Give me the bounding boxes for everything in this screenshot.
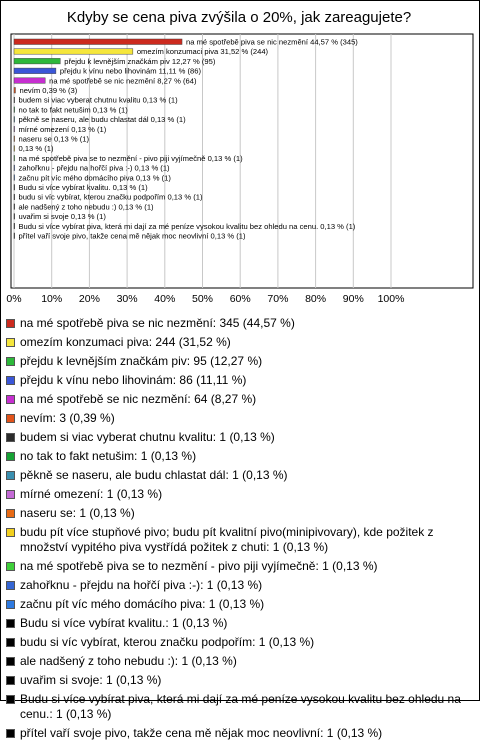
bar [14, 117, 15, 123]
bar [14, 194, 15, 200]
legend-item [6, 559, 474, 574]
bar-label: na mé spotřebě se nic nezmění 8,27 % (64) [49, 76, 197, 86]
legend-item [6, 411, 474, 426]
bar-label: Budu si více vybírat kvalitu. 0,13 % (1) [18, 183, 148, 192]
legend-item [6, 597, 474, 612]
bar-label: 0,13 % (1) [18, 144, 54, 154]
legend-label: přítel vaří svoje pivo, takže cena mě nějak moc neovlivní: 1 (0,13 %) [20, 726, 383, 740]
legend-swatch [6, 471, 15, 480]
legend-item [6, 373, 474, 388]
bar-label: přejdu k vínu nebo lihovinám 11,11 % (86) [59, 66, 202, 76]
bar-label: omezím konzumaci piva 31,52 % (244) [136, 47, 269, 57]
legend-item [6, 692, 474, 722]
bar-label: zahořknu - přejdu na hořčí piva :-) 0,13 % (1) [18, 163, 170, 173]
legend-label: naseru se: 1 (0,13 %) [20, 506, 135, 520]
legend-label: přejdu k vínu nebo lihovinám: 86 (11,11 %) [20, 373, 247, 387]
bar [14, 126, 15, 132]
bar [14, 223, 15, 229]
legend-swatch [6, 395, 15, 404]
legend-swatch [6, 509, 15, 518]
bar [14, 39, 182, 45]
x-tick-label: 60% [229, 293, 251, 305]
legend-item [6, 578, 474, 593]
legend-label: na mé spotřebě se nic nezmění: 64 (8,27 %) [20, 392, 257, 406]
x-tick-label: 100% [377, 293, 405, 305]
legend-item [6, 635, 474, 650]
legend-label: omezím konzumaci piva: 244 (31,52 %) [20, 335, 231, 349]
x-tick-label: 70% [267, 293, 289, 305]
bar-label: začnu pít víc mého domácího piva 0,13 % (1) [18, 173, 171, 183]
x-tick-label: 50% [191, 293, 214, 305]
legend-item [6, 726, 474, 741]
legend-label: mírné omezení: 1 (0,13 %) [20, 487, 163, 501]
bar [14, 155, 15, 161]
x-tick-label: 40% [154, 293, 176, 305]
bar-label: nevím 0,39 % (3) [19, 86, 78, 95]
legend-item [6, 525, 474, 555]
bar-label: přejdu k levnějším značkám piv 12,27 % (95) [64, 56, 216, 66]
legend-item [6, 673, 474, 688]
legend-swatch [6, 338, 15, 347]
legend-item [6, 430, 474, 445]
bar-label: budu si víc vybírat, kterou značku podpořím 0,13 % (1) [18, 192, 203, 202]
legend-item [6, 449, 474, 464]
x-tick-label: 80% [305, 293, 327, 305]
bar [14, 78, 45, 84]
legend-label: pěkně se naseru, ale budu chlastat dál: 1 (0,13 %) [20, 468, 288, 482]
legend-label: Budu si více vybírat piva, která mi dají za mé peníze vysokou kvalitu bez ohledu na cenu.: 1 (0,13 %) [20, 692, 461, 721]
legend-item [6, 616, 474, 631]
bar-label: Budu si více vybírat piva, která mi dají za mé peníze vysokou kvalitu bez ohledu na cenu. 0,13 % (1) [18, 221, 356, 231]
bar [14, 49, 133, 55]
legend-label: budem si viac vyberat chutnu kvalitu: 1 (0,13 %) [20, 430, 275, 444]
legend-swatch [6, 562, 15, 571]
x-tick-label: 10% [41, 293, 63, 305]
legend-swatch [6, 676, 15, 685]
legend-item [6, 487, 474, 502]
bar-label: pěkně se naseru, ale budu chlastat dál 0,13 % (1) [18, 115, 186, 125]
legend-label: Budu si více vybírat kvalitu.: 1 (0,13 %) [20, 616, 228, 630]
bar [14, 185, 15, 191]
bar [14, 97, 15, 103]
bar-label: budem si viac vyberat chutnu kvalitu 0,13 % (1) [18, 95, 178, 105]
legend-label: budu pít více stupňové pivo; budu pít kvalitní pivo(minipivovary), kde požitek z množství vypitého piva vystřídá požitek z chuti: 1 (0,13 %) [20, 525, 434, 554]
legend-item [6, 392, 474, 407]
bar [14, 136, 15, 142]
bar-label: mírné omezení 0,13 % (1) [18, 124, 107, 134]
x-tick-label: 0% [6, 293, 22, 305]
legend-swatch [6, 619, 15, 628]
bar-label: na mé spotřebě piva se nic nezmění 44,57 % (345) [186, 37, 358, 47]
legend-swatch [6, 528, 15, 537]
legend-label: přejdu k levnějším značkám piv: 95 (12,27 %) [20, 354, 263, 368]
legend-item [6, 354, 474, 369]
legend-label: uvařim si svoje: 1 (0,13 %) [20, 673, 162, 687]
legend-label: budu si víc vybírat, kterou značku podpořím: 1 (0,13 %) [20, 635, 315, 649]
bar [14, 165, 15, 171]
legend-label: začnu pít víc mého domácího piva: 1 (0,13 %) [20, 597, 265, 611]
legend-swatch [6, 638, 15, 647]
bar-label: naseru se 0,13 % (1) [18, 134, 89, 144]
legend-swatch [6, 414, 15, 423]
bar-label: ale nadšený z toho nebudu :) 0,13 % (1) [18, 202, 154, 212]
bar [14, 88, 15, 94]
x-tick-label: 20% [78, 293, 100, 305]
bar [14, 214, 15, 220]
legend-swatch [6, 657, 15, 666]
bar-label: no tak to fakt netušim 0,13 % (1) [18, 105, 128, 115]
chart-title: Kdyby se cena piva zvýšila o 20%, jak zareagujete? [66, 9, 412, 26]
legend-swatch [6, 357, 15, 366]
legend-swatch [6, 376, 15, 385]
legend-swatch [6, 433, 15, 442]
bar [14, 233, 15, 239]
legend-swatch [6, 490, 15, 499]
bar-label: uvařim si svoje 0,13 % (1) [18, 212, 106, 222]
legend-label: no tak to fakt netušim: 1 (0,13 %) [20, 449, 197, 463]
bar [14, 68, 56, 74]
legend-item [6, 506, 474, 521]
legend-label: na mé spotřebě piva se to nezmění - pivo piji vyjímečně: 1 (0,13 %) [20, 559, 378, 573]
legend-item [6, 654, 474, 669]
x-tick-label: 30% [116, 293, 138, 305]
legend-label: na mé spotřebě piva se nic nezmění: 345 (44,57 %) [20, 316, 295, 330]
legend-item [6, 335, 474, 350]
x-tick-label: 90% [342, 293, 364, 305]
legend-swatch [6, 695, 15, 704]
legend-swatch [6, 452, 15, 461]
bar [14, 107, 15, 113]
legend-swatch [6, 581, 15, 590]
chart-legend [6, 316, 474, 745]
legend-item [6, 468, 474, 483]
legend-swatch [6, 319, 15, 328]
legend-label: ale nadšený z toho nebudu :): 1 (0,13 %) [20, 654, 237, 668]
legend-item [6, 316, 474, 331]
bar-label: přítel vaří svoje pivo, takže cena mě nějak moc neovlivní 0,13 % (1) [18, 231, 246, 241]
bar [14, 175, 15, 181]
legend-label: zahořknu - přejdu na hořčí piva :-): 1 (0,13 %) [20, 578, 263, 592]
legend-label: nevím: 3 (0,39 %) [20, 411, 115, 425]
bar [14, 204, 15, 210]
bar-label: na mé spotřebě piva se to nezmění - pivo piji vyjímečně 0,13 % (1) [18, 153, 243, 163]
legend-swatch [6, 600, 15, 609]
bar [14, 58, 60, 64]
legend-swatch [6, 729, 15, 738]
bar [14, 146, 15, 152]
